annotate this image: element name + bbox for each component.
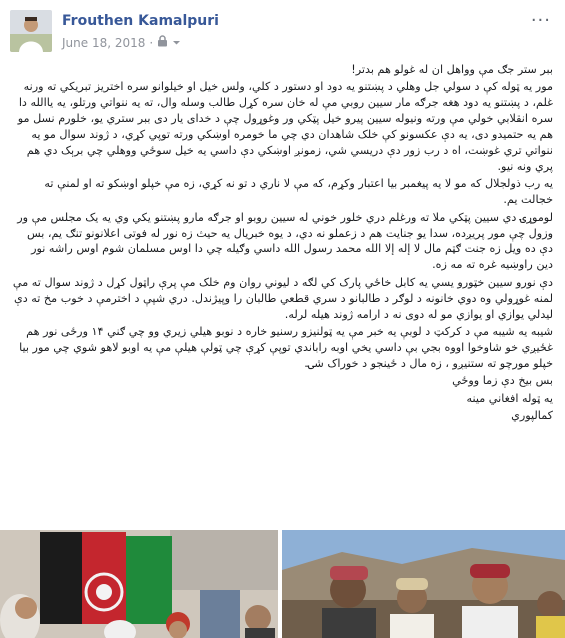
post-body bbox=[12, 62, 553, 425]
meta-separator: · bbox=[149, 35, 154, 50]
post-paragraph: لوموړۍ دي سيين پټکي ملا ته ورغلم دري خلور خوني له سيين روبو او جرګه مارو پښتنو يکي وي يه يک مجلس مې ور وزول چې مور پريږده، سدا يو جنايت هم د زعملو نه دي، د يوه خبريال يه حيث زه نور له فوتی اعلانونو تنګ يم، بس دې ده ويل زه جنت ګټم مال لا إله إلا الله محمد رسول الله داسي وګيله چي دا اوس مسلمان شوم اوس راشه نور دين راوښيه غره ته مه زه. bbox=[17, 210, 553, 272]
post-paragraph: يه رب ذولجلال که مو لا يه پيغمبر بيا اعتبار وکړم، که مې لا ناري د تو نه کړي، زه مې خپلو اوښکو ته او لمنې ته خجالت يم. bbox=[44, 177, 553, 207]
avatar-photo bbox=[10, 10, 52, 52]
post-paragraph: کمالپوري bbox=[511, 409, 553, 423]
post-paragraph: ببر ستر جګ مې وواهل ان له غولو هم بدتر! bbox=[351, 63, 553, 76]
author-avatar[interactable] bbox=[10, 10, 52, 52]
photo-group-men[interactable] bbox=[282, 530, 565, 638]
more-options-button[interactable]: ··· bbox=[530, 10, 551, 31]
post-paragraph: يه ټوله افغاني مينه bbox=[466, 391, 553, 405]
post-paragraph: بس بيخ دې زما ووځي bbox=[452, 374, 553, 388]
post-meta bbox=[62, 35, 181, 50]
post-paragraph: دې نورو سيين خټورو يسي يه کابل خاځي پارک کي لګه د ليوني روان وم خلک مې پرې راټول کړل د ژوند سوال ته مې لمنه غوړولي وه دوي خانونه د لوګر د طالبانو د سري قطعي طالبان را وپيژندل. دري شپې د اخترمې د خوب مخ ته دې ليدلي يوازي او يوازي مو له دوی نه د ارامه ژوند هيله لرله. bbox=[12, 275, 553, 321]
post-paragraph: شيبه يه شيبه مې د کرکټ د لوبې يه خبر مې يه ټولنيزو رسنيو خاره د نوبو هيلي زيري وو چي ګني ۱۴ ورځی نور هم غځيږي خو شاوخوا اووه بجي بې داسي يخي اوبه راباندي توپې کړې چي ټولې هيلې مې يه اوبو لاهو شوي چي مور بيا خپلو مورچو ته ستنيږو ، زه مال د ځينجو د خوراک شۍ. bbox=[19, 325, 553, 370]
photo-flag-crowd[interactable] bbox=[0, 530, 278, 638]
chevron-down-icon[interactable] bbox=[172, 36, 181, 50]
post-paragraph: مور يه ټوله کې د سولي جل وهلي د پښتنو يه دود او دستور د کلي، ولس خيل او خيلوانو سره اختريز تبريکي ته ورنه غلم، د پښتنو يه دود هغه جرګه مار سيين روبي مې له خان سره کړل طالب وسله وال، ته يه ننواتي ورتلو، يه ياالله دا سره انقلابي خولي مې ورته ونيوله سيين پيرو خيل پټکي ور وغوړول چې د خداى يار دى ببر ستري يو، خلورم نسل مو هم يه حتميدو دى، يه دې عکسونو کې خلک شاهدان دي چي ما خومره اوښکي ورته توپي کړي، د ژوند سوال مو يه ننواتي تري غوښت، اه د رب زور دې دريسي شي، زمونږ اوښکي دې داسي يه خيل سوځي ووهلي چي برېک دي هم پري ونه نيو. bbox=[17, 80, 553, 173]
post-photos bbox=[0, 530, 565, 638]
post-date[interactable]: June 18, 2018 bbox=[62, 35, 146, 50]
author-name[interactable]: Frouthen Kamalpuri bbox=[62, 13, 219, 29]
lock-icon[interactable] bbox=[157, 35, 168, 50]
